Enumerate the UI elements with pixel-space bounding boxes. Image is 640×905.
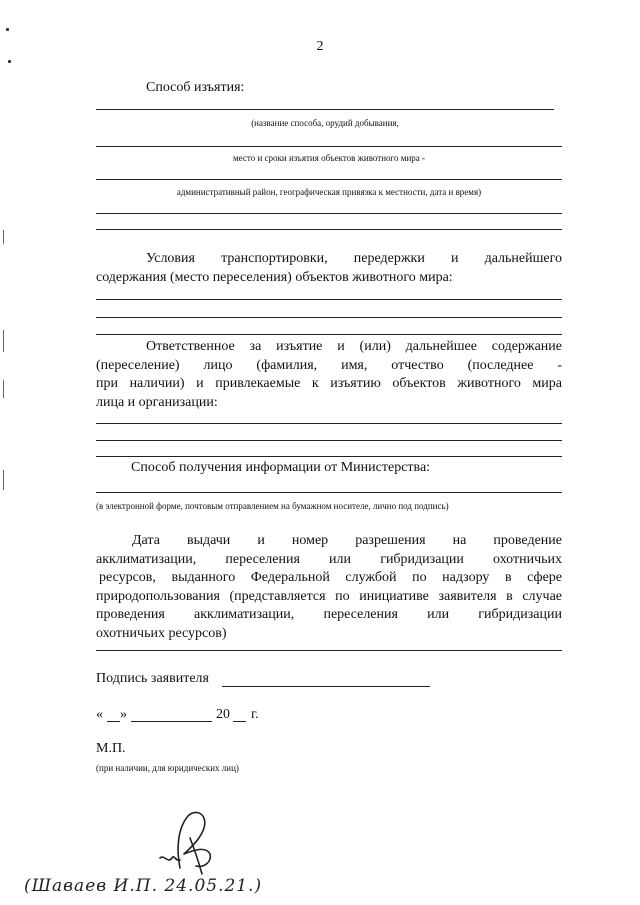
date-quote-open: « [96,707,103,722]
method-field-line[interactable] [96,179,562,180]
responsible-paragraph [96,338,562,412]
scan-mark [3,330,4,352]
responsible-field-line[interactable] [96,423,562,424]
transport-field-line[interactable] [96,317,562,318]
responsible-line: Ответственное за изъятие и (или) дальнейшее содержание [146,339,562,354]
date-year-field[interactable] [233,721,246,722]
method-caption-2: место и сроки изъятия объектов животного мира - [232,153,426,163]
permit-line: ресурсов, выданного Федеральной службой по надзору в сфере [99,570,562,585]
info-caption: (в электронной форме, почтовым отправлением на бумажном носителе, лично под подпись) [96,501,449,511]
responsible-field-line[interactable] [96,456,562,457]
stamp-caption: (при наличии, для юридических лиц) [96,763,239,773]
transport-line: Условия транспортировки, передержки и дальнейшего [146,251,562,266]
method-field-line[interactable] [96,109,554,110]
transport-line: содержания (место переселения) объектов животного мира: [96,269,453,285]
responsible-line: лица и организации: [96,394,218,410]
method-field-line[interactable] [96,146,562,147]
date-day-field[interactable] [107,721,120,722]
permit-line: акклиматизации, переселения или гибридизации охотничьих [96,551,562,567]
transport-field-line[interactable] [96,299,562,300]
permit-paragraph [96,532,562,643]
handwritten-note: (Шаваев И.П. 24.05.21.) [24,876,263,896]
permit-line: природопользования (представляется по инициативе заявителя в случае [96,588,562,604]
method-field-line[interactable] [96,213,562,214]
method-caption-1: (название способа, орудий добывания, [251,118,399,128]
info-field-line[interactable] [96,492,562,493]
signature-field-line[interactable] [222,686,430,687]
responsible-field-line[interactable] [96,440,562,441]
page-number: 2 [316,39,324,54]
scan-mark [3,380,4,398]
date-month-field[interactable] [131,721,212,722]
date-quote-close: » [120,707,127,722]
handwritten-signature-icon [150,808,230,880]
scan-mark [3,230,4,244]
stamp-label: М.П. [96,741,126,756]
responsible-line: (переселение) лицо (фамилия, имя, отчество (последнее - [96,357,562,373]
method-field-line[interactable] [96,229,562,230]
scan-mark [8,60,11,63]
date-year-prefix: 20 [216,707,230,722]
date-year-suffix: г. [251,707,259,722]
scan-mark [3,470,4,490]
permit-line: проведения акклиматизации, переселения или гибридизации [96,607,562,622]
method-caption-3: административный район, географическая привязка к местности, дата и время) [176,187,482,197]
transport-field-line[interactable] [96,334,562,335]
scan-mark [6,28,9,31]
method-label: Способ изъятия: [146,80,245,95]
permit-line: Дата выдачи и номер разрешения на проведение [132,533,562,548]
permit-line: охотничьих ресурсов) [96,625,227,641]
info-label: Способ получения информации от Министерства: [131,460,431,475]
responsible-line: при наличии) и привлекаемые к изъятию объектов животного мира [96,376,562,391]
transport-paragraph [96,250,562,287]
permit-field-line[interactable] [96,650,562,651]
signature-label: Подпись заявителя [96,671,209,686]
